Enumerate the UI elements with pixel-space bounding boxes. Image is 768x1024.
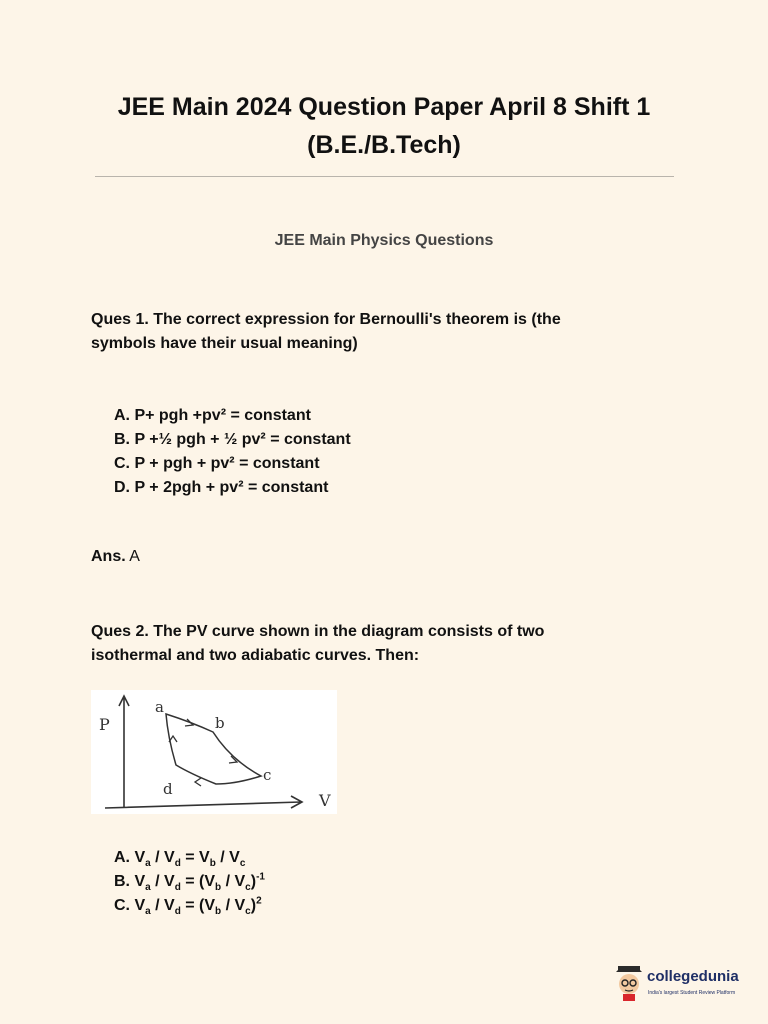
title-line-1: JEE Main 2024 Question Paper April 8 Shift 1 [117,93,651,121]
question-2-options [114,846,265,918]
section-heading: JEE Main Physics Questions [274,232,494,249]
q1-option-c: C. P + pgh + pv² = constant [114,455,320,472]
question-1-line-2: symbols have their usual meaning) [91,335,358,352]
p-axis-label: P [99,715,110,734]
page-title [0,88,768,164]
question-2-line-1: Ques 2. The PV curve shown in the diagram consists of two [91,623,545,640]
q2-option-c: C. $V_a / V_d = (V_b / V_c)^2$ [114,895,262,918]
point-a-label: a [155,698,164,716]
question-2-line-2: isothermal and two adiabatic curves. Then: [91,647,420,664]
v-axis-label: V [319,791,331,810]
q1-option-b: B. P +½ pgh + ½ pv² = constant [114,431,351,448]
question-1-options [114,404,351,500]
logo-text: collegedunia [647,968,739,985]
pv-diagram [91,690,337,814]
question-1-answer [91,548,140,566]
point-d-label: d [163,780,173,798]
answer-label: Ans. [91,548,126,565]
q1-option-d: D. P + 2pgh + pv² = constant [114,479,329,496]
q2-option-a: A. $V_a / V_d = V_b / V_c$ [114,849,246,870]
q1-option-a: A. P+ pgh +pv² = constant [114,407,311,424]
question-1-line-1: Ques 1. The correct expression for Bernoulli's theorem is (the [91,311,561,328]
mascot-icon [614,964,646,1002]
q2-option-b: B. $V_a / V_d = (V_b / V_c)^{-1}$ [114,871,265,894]
question-1 [91,308,691,356]
collegedunia-logo [614,964,742,1004]
answer-value: A [129,548,140,565]
divider [95,176,674,177]
title-line-2: (B.E./B.Tech) [307,131,461,159]
point-b-label: b [215,714,225,732]
logo-tagline: India's largest Student Review Platform [648,990,736,996]
question-2 [91,620,691,668]
point-c-label: c [263,766,272,784]
